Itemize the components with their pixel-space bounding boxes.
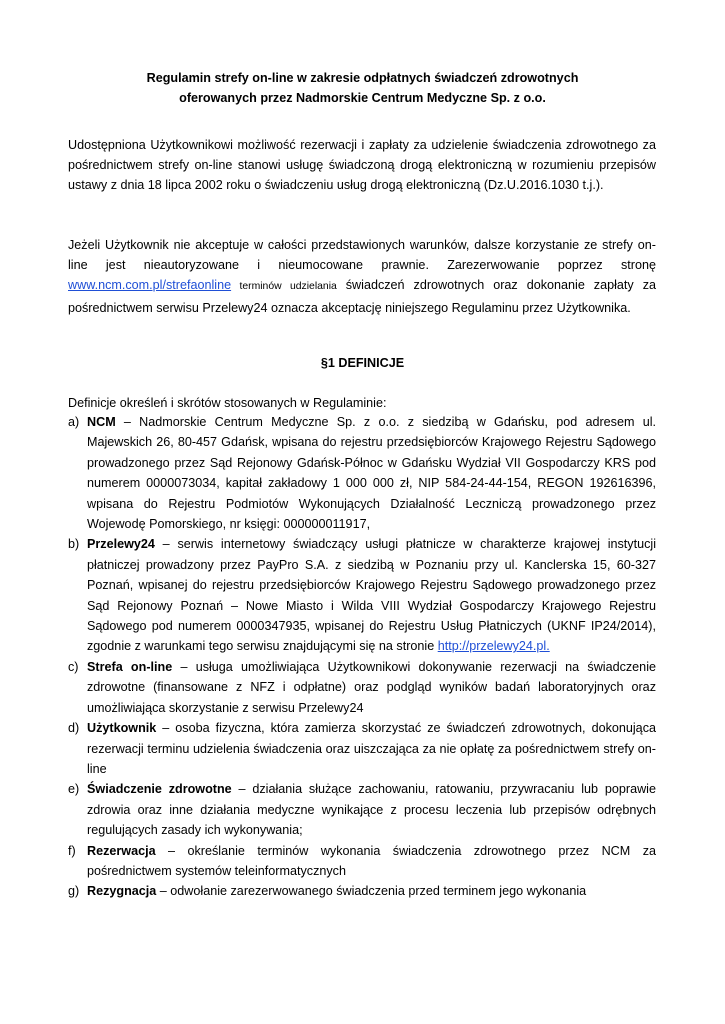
definition-text: – określanie terminów wykonania świadczenia zdrowotnego przez NCM za pośrednictwem systemów teleinformatycznych	[87, 843, 656, 878]
definition-letter: a)	[68, 415, 80, 429]
definition-item-swiadczenie	[68, 779, 656, 840]
definition-letter: b)	[68, 537, 80, 552]
definition-item-ncm	[68, 412, 656, 534]
definitions-intro: Definicje określeń i skrótów stosowanych w Regulaminie:	[68, 396, 387, 410]
definition-term: Rezerwacja	[87, 843, 156, 858]
document-title	[60, 68, 665, 108]
definition-text: – Nadmorskie Centrum Medyczne Sp. z o.o. z siedzibą w Gdańsku, pod adresem ul. Majewskich 26, 80-457 Gdańsk, wpisana do rejestru przedsiębiorców Krajowego Rejestru Sądowego prowadzonego przez Sąd Rejonowy Gdańsk-Północ w Gdańsku Wydział VII Gospodarczy KRS pod numerem 0000073034, kapitał zakładowy 1 000 000 zł, NIP 584-24-44-154, REGON 192616396, wpisana do Rejestru Podmiotów Wykonujących Działalność Leczniczą prowadzonego przez Wojewodę Pomorskiego, nr księgi: 000000011917,	[87, 415, 656, 532]
definition-text: – serwis internetowy świadczący usługi płatnicze w charakterze krajowej instytucji płatniczej prowadzony przez PayPro S.A. z siedzibą w Poznaniu przy ul. Kanclerska 15, 60-327 Poznań, wpisanej do rejestru przedsiębiorców Krajowego Rejestru Sądowego prowadzonego przez Sąd Rejonowy Poznań – Nowe Miasto i Wilda VIII Wydział Gospodarczy Krajowego Rejestru Sądowego pod numerem 0000347935, wpisanej do Rejestru Usług Płatniczych (UKNF IP24/2014), zgodnie z warunkami tego serwisu znajdującymi się na stronie	[87, 537, 656, 654]
title-line-2: oferowanych przez Nadmorskie Centrum Medyczne Sp. z o.o.	[179, 91, 546, 105]
definition-letter: g)	[68, 884, 80, 899]
intro-paragraph: Udostępniona Użytkownikowi możliwość rezerwacji i zapłaty za udzielenie świadczenia zdrowotnego za pośrednictwem strefy on-line stanowi usługę świadczoną drogą elektroniczną w rozumieniu przepisów ustawy z dnia 18 lipca 2002 roku o świadczeniu usług drogą elektroniczną (Dz.U.2016.1030 t.j.).	[68, 138, 656, 193]
definition-item-strefa-online	[68, 657, 656, 718]
definition-term: Świadczenie zdrowotne	[87, 782, 232, 797]
definition-letter: f)	[68, 843, 76, 858]
title-line-1: Regulamin strefy on-line w zakresie odpłatnych świadczeń zdrowotnych	[146, 71, 579, 85]
definition-item-przelewy24	[68, 534, 656, 656]
acceptance-small-text: terminów udzielania	[231, 281, 337, 293]
acceptance-text-before-link: Jeżeli Użytkownik nie akceptuje w całości przedstawionych warunków, dalsze korzystanie ze strefy on-line jest nieautoryzowane i nieumocowane prawnie. Zarezerwowanie poprzez stronę	[68, 238, 656, 273]
definition-text: – osoba fizyczna, która zamierza skorzystać ze świadczeń zdrowotnych, dokonująca rezerwacji terminu udzielenia świadczenia oraz uiszczająca za nie opłatę za pośrednictwem strefy on-line	[87, 721, 656, 776]
acceptance-text-after-link: świadczeń zdrowotnych oraz dokonanie zapłaty za pośrednictwem serwisu Przelewy24 oznacza akceptację niniejszego Regulaminu przez Użytkownika.	[68, 278, 656, 315]
definition-item-rezerwacja	[68, 841, 656, 882]
definition-item-uzytkownik	[68, 718, 656, 779]
section-heading-definitions: §1 DEFINICJE	[320, 356, 405, 370]
definitions-list	[68, 412, 656, 902]
definition-text: – odwołanie zarezerwowanego świadczenia przed terminem jego wykonania	[156, 884, 587, 899]
definition-letter: d)	[68, 721, 80, 736]
strefa-online-link[interactable]: www.ncm.com.pl/strefaonline	[68, 278, 232, 293]
definition-item-rezygnacja	[68, 881, 656, 901]
definition-text: – działania służące zachowaniu, ratowaniu, przywracaniu lub poprawie zdrowia oraz inne działania medyczne wynikające z procesu leczenia lub przepisów odrębnych regulujących zasady ich wykonywania;	[87, 782, 656, 838]
definition-term: Użytkownik	[87, 721, 157, 736]
definition-text: – usługa umożliwiająca Użytkownikowi dokonywanie rezerwacji na świadczenie zdrowotne (finansowane z NFZ i odpłatne) oraz podgląd wyników badań laboratoryjnych oraz umożliwiająca skorzystanie z serwisu Przelewy24	[87, 659, 656, 715]
przelewy24-link[interactable]: http://przelewy24.pl.	[437, 639, 550, 654]
definition-term: NCM	[87, 415, 116, 429]
definition-letter: c)	[68, 659, 79, 674]
definition-letter: e)	[68, 782, 80, 797]
definition-term: Przelewy24	[87, 537, 155, 552]
definition-term: Strefa on-line	[87, 659, 173, 674]
acceptance-paragraph	[68, 235, 656, 318]
definition-term: Rezygnacja	[87, 884, 157, 899]
